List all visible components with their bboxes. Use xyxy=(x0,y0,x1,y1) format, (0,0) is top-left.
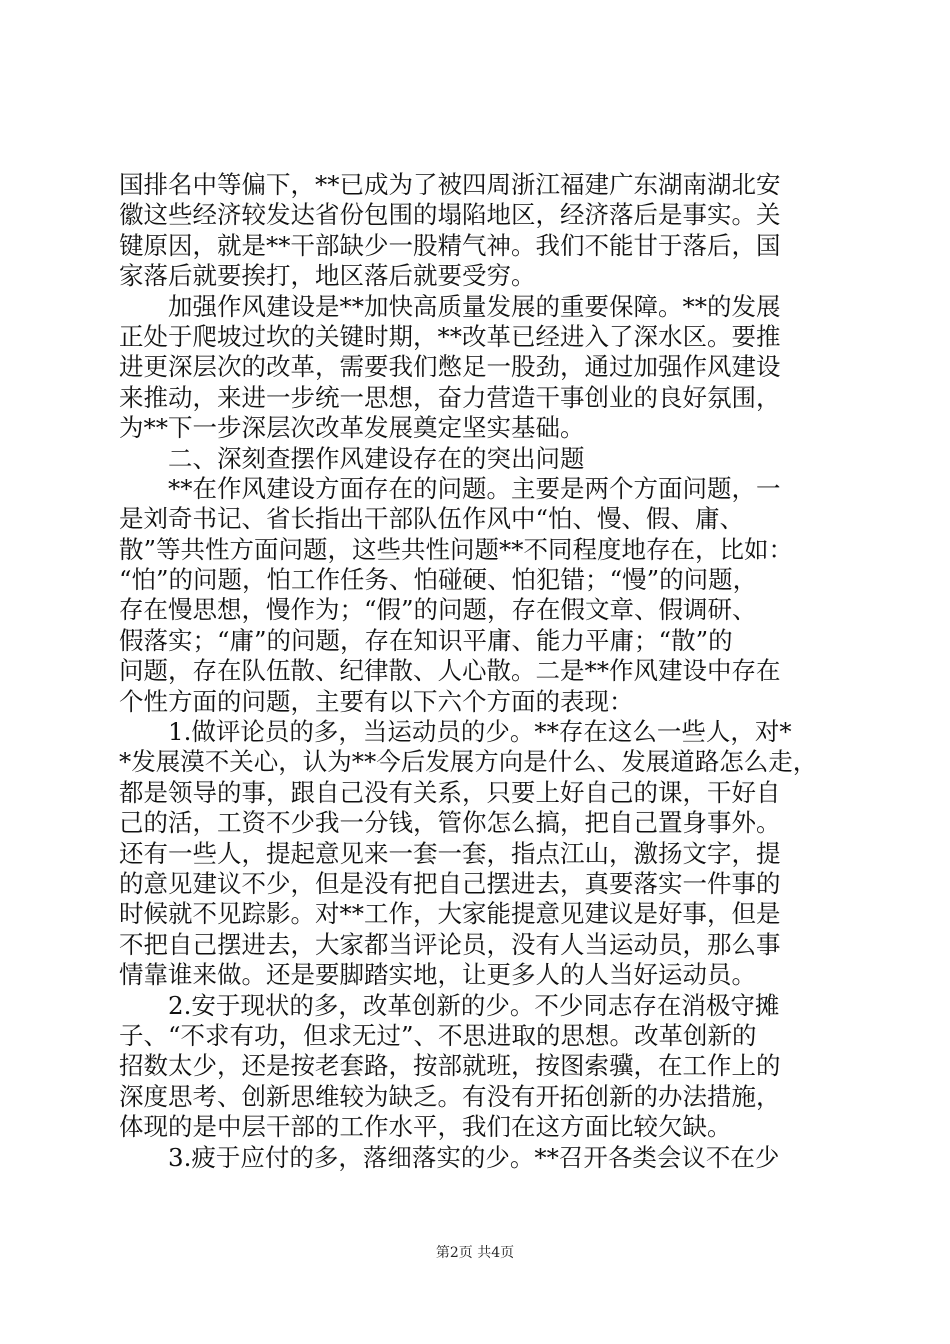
text-line: 键原因，就是**干部缺少一股精气神。我们不能甘于落后，国 xyxy=(119,230,781,260)
text-line: 二、深刻查摆作风建设存在的突出问题 xyxy=(119,443,585,473)
text-line: 情靠谁来做。还是要脚踏实地，让更多人的人当好运动员。 xyxy=(119,960,756,990)
text-line: 深度思考、创新思维较为缺乏。有没有开拓创新的办法措施， xyxy=(119,1081,781,1111)
text-line: **在作风建设方面存在的问题。主要是两个方面问题，一 xyxy=(119,473,781,503)
text-line: 己的活，工资不少我一分钱，管你怎么搞，把自己置身事外。 xyxy=(119,808,781,838)
text-line: 假落实；“庸”的问题，存在知识平庸、能力平庸；“散”的 xyxy=(119,625,733,655)
text-line: 招数太少，还是按老套路，按部就班，按图索骥，在工作上的 xyxy=(119,1051,781,1081)
text-line: “怕”的问题，怕工作任务、怕碰硬、怕犯错；“慢”的问题， xyxy=(119,565,758,595)
text-line: 个性方面的问题，主要有以下六个方面的表现： xyxy=(119,686,634,716)
text-line: 为**下一步深层次改革发展奠定坚实基础。 xyxy=(119,413,585,443)
text-line: 家落后就要挨打，地区落后就要受穷。 xyxy=(119,261,536,291)
text-line: 国排名中等偏下，**已成为了被四周浙江福建广东湖南湖北安 xyxy=(119,170,781,199)
text-line: 加强作风建设是**加快高质量发展的重要保障。**的发展 xyxy=(119,291,781,321)
text-line: 正处于爬坡过坎的关键时期，**改革已经进入了深水区。要推 xyxy=(119,321,781,351)
document-body xyxy=(119,170,831,1173)
text-line: 都是领导的事，跟自己没有关系，只要上好自己的课，干好自 xyxy=(119,777,781,807)
text-line: 问题，存在队伍散、纪律散、人心散。二是**作风建设中存在 xyxy=(119,656,781,686)
text-line: 散”等共性方面问题，这些共性问题**不同程度地存在，比如： xyxy=(119,534,794,564)
text-line: 进更深层次的改革，需要我们憋足一股劲，通过加强作风建设 xyxy=(119,352,781,382)
text-line: 是刘奇书记、省长指出干部队伍作风中“怕、慢、假、庸、 xyxy=(119,504,745,534)
text-line: 1.做评论员的多，当运动员的少。**存在这么一些人，对* xyxy=(119,717,792,747)
text-line: 不把自己摆进去，大家都当评论员，没有人当运动员，那么事 xyxy=(119,929,781,959)
text-line: 3.疲于应付的多，落细落实的少。**召开各类会议不在少 xyxy=(119,1142,780,1172)
text-line: 的意见建议不少，但是没有把自己摆进去，真要落实一件事的 xyxy=(119,868,781,898)
text-line: 子、“不求有功，但求无过”、不思进取的思想。改革创新的 xyxy=(119,1020,757,1050)
text-line: 来推动，来进一步统一思想，奋力营造干事创业的良好氛围， xyxy=(119,382,781,412)
text-line: 还有一些人，提起意见来一套一套，指点江山，激扬文字，提 xyxy=(119,838,781,868)
text-line: 2.安于现状的多，改革创新的少。不少同志存在消极守摊 xyxy=(119,990,780,1020)
text-line: 时候就不见踪影。对**工作，大家能提意见建议是好事，但是 xyxy=(119,899,781,929)
page-footer: 第2页 共4页 xyxy=(435,1245,515,1261)
text-line: 体现的是中层干部的工作水平，我们在这方面比较欠缺。 xyxy=(119,1112,732,1142)
text-line: 存在慢思想，慢作为；“假”的问题，存在假文章、假调研、 xyxy=(119,595,757,625)
text-line: 徽这些经济较发达省份包围的塌陷地区，经济落后是事实。关 xyxy=(119,200,781,230)
text-line: *发展漠不关心，认为**今后发展方向是什么、发展道路怎么走， xyxy=(119,747,818,777)
